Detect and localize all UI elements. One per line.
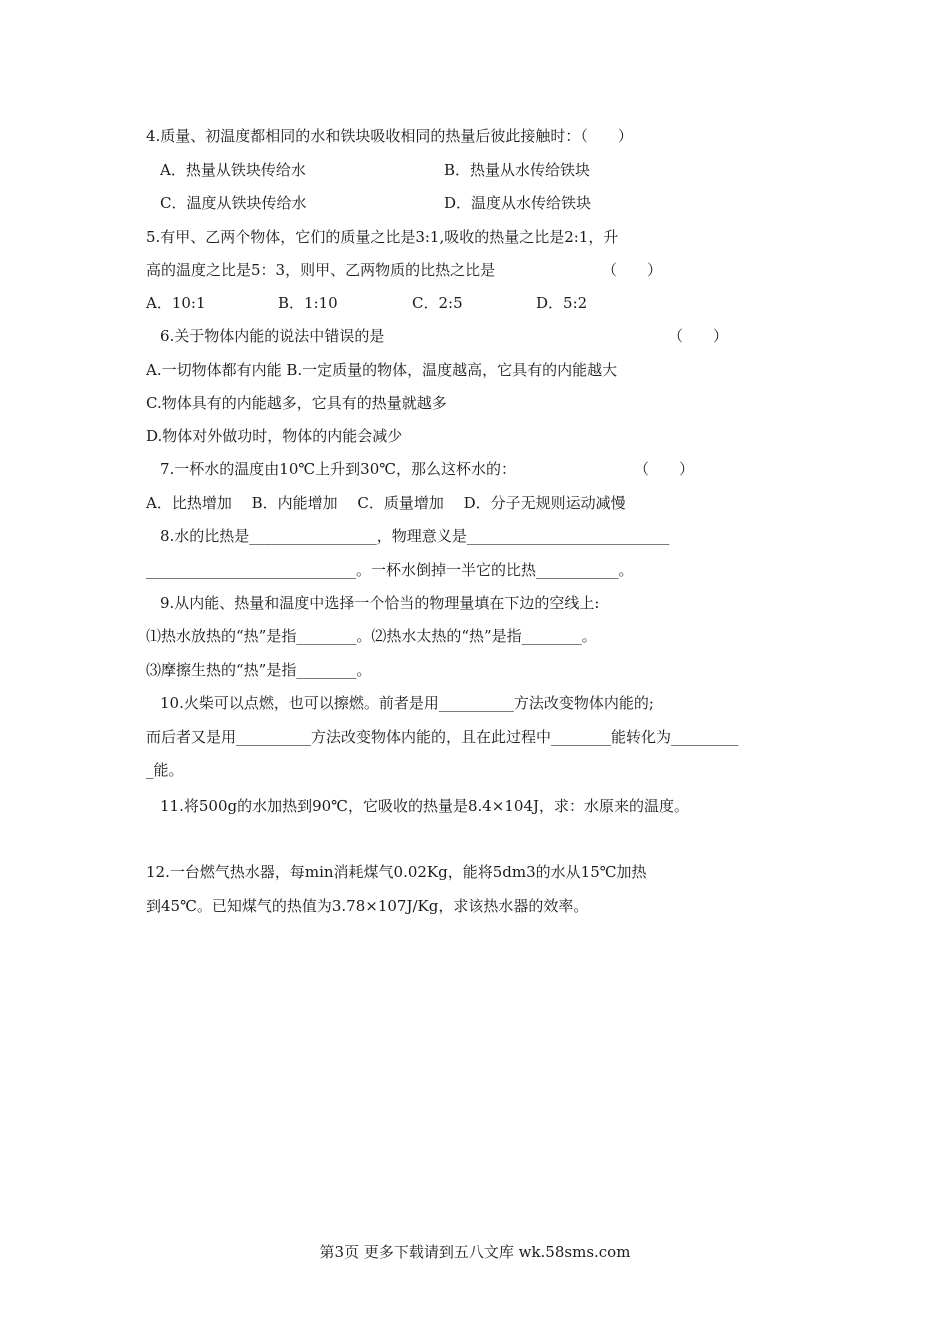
question-6-option-d: D.物体对外做功时，物体的内能会减少	[146, 427, 403, 445]
question-4-option-a: A．热量从铁块传给水	[160, 161, 306, 179]
question-9: 9.从内能、热量和温度中选择一个恰当的物理量填在下边的空线上:	[160, 594, 600, 612]
page-footer: 第3页 更多下载请到五八文库 wk.58sms.com	[319, 1243, 631, 1261]
question-7: 7.一杯水的温度由10℃上升到30℃，那么这杯水的：	[160, 460, 517, 478]
question-5-option-a: A．10:1	[146, 294, 206, 312]
question-9-items-1-2: ⑴热水放热的“热”是指________。⑵热水太热的“热”是指________。	[146, 627, 597, 645]
question-5-line-2: 高的温度之比是5：3，则甲、乙两物质的比热之比是	[146, 261, 496, 279]
question-6-option-c: C.物体具有的内能越多，它具有的热量就越多	[146, 394, 447, 412]
question-7-options: A．比热增加 B．内能增加 C．质量增加 D．分子无规则运动减慢	[146, 494, 626, 512]
question-10-line-2: 而后者又是用__________方法改变物体内能的，且在此过程中________能转化为_________	[146, 728, 739, 746]
question-5-option-b: B．1:10	[278, 294, 338, 312]
question-12-line-2: 到45℃。已知煤气的热值为3.78×107J/Kg，求该热水器的效率。	[146, 897, 589, 915]
question-6-answer-paren: （ ）	[668, 327, 729, 345]
question-4-option-d: D．温度从水传给铁块	[444, 194, 592, 212]
question-6: 6.关于物体内能的说法中错误的是	[160, 327, 385, 345]
question-8-line-2: ____________________________。一杯水倒掉一半它的比热___________。	[146, 561, 634, 579]
question-7-answer-paren: （ ）	[634, 460, 695, 478]
question-5-answer-paren: （ ）	[602, 261, 663, 279]
question-8-line-1: 8.水的比热是_________________，物理意义是___________________________	[160, 527, 670, 545]
question-4-option-b: B．热量从水传给铁块	[444, 161, 591, 179]
question-12-line-1: 12.一台燃气热水器，每min消耗煤气0.02Kg，能将5dm3的水从15℃加热	[146, 863, 647, 881]
question-10-line-1: 10.火柴可以点燃，也可以擦燃。前者是用__________方法改变物体内能的;	[160, 694, 654, 712]
question-5-option-d: D．5:2	[536, 294, 588, 312]
question-4: 4.质量、初温度都相同的水和铁块吸收相同的热量后彼此接触时：（ ）	[146, 127, 633, 145]
question-5-option-c: C．2:5	[412, 294, 463, 312]
question-9-item-3: ⑶摩擦生热的“热”是指________。	[146, 661, 372, 679]
question-11: 11.将500g的水加热到90℃，它吸收的热量是8.4×104J，求：水原来的温度。	[160, 797, 690, 815]
question-5-line-1: 5.有甲、乙两个物体，它们的质量之比是3:1,吸收的热量之比是2:1，升	[146, 228, 619, 246]
question-4-option-c: C．温度从铁块传给水	[160, 194, 307, 212]
question-6-option-ab: A.一切物体都有内能 B.一定质量的物体，温度越高，它具有的内能越大	[146, 361, 618, 379]
question-10-line-3: _能。	[146, 761, 184, 779]
